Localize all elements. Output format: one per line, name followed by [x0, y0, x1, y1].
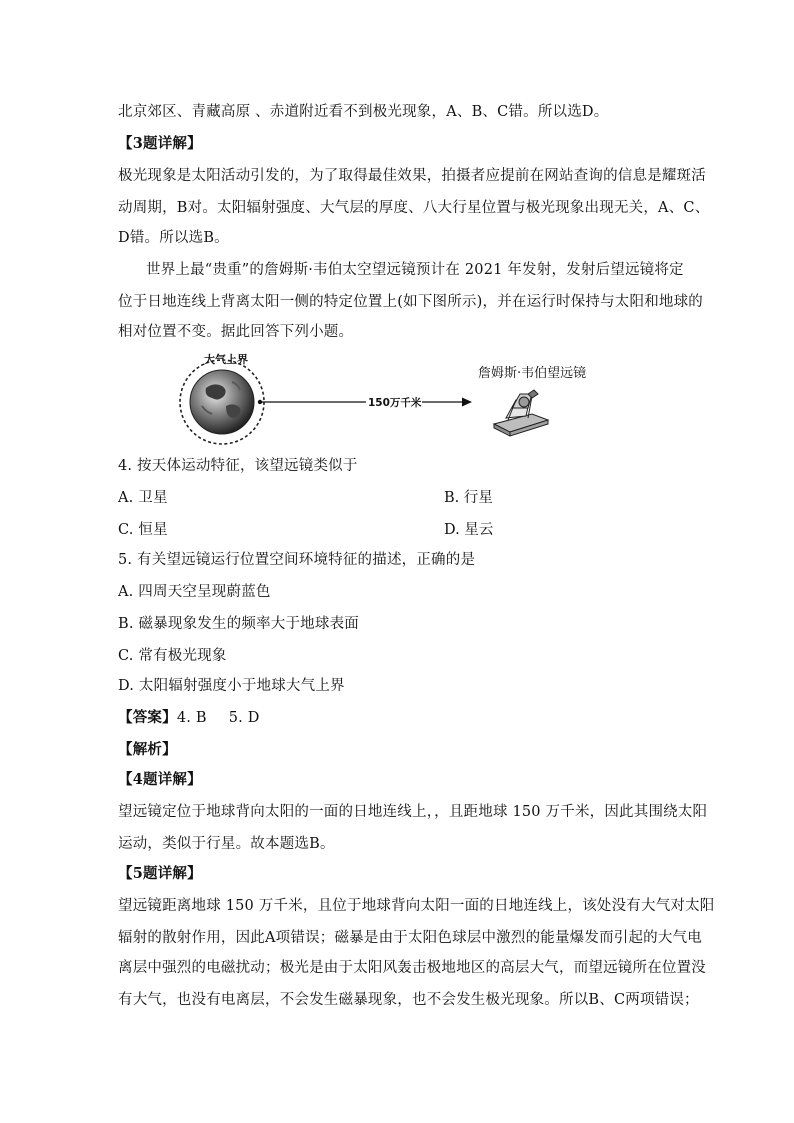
q5-detail-line-3: 离层中强烈的电磁扰动；极光是由于太阳风轰击极地地区的高层大气，而望远镜所在位置没 [118, 960, 706, 976]
q4-option-a: A. 卫星 [118, 490, 168, 506]
q5-option-d: D. 太阳辐射强度小于地球大气上界 [118, 678, 345, 694]
q4-detail-heading: 【4题详解】 [118, 771, 202, 788]
q4-option-b: B. 行星 [444, 490, 493, 506]
intro-line-3: 相对位置不变。据此回答下列小题。 [118, 324, 354, 340]
answer-label: 【答案】 [118, 709, 177, 726]
atmosphere-label: 大气上界 [204, 353, 248, 366]
intro-line-2: 位于日地连线上背离太阳一侧的特定位置上(如下图所示)，并在运行时保持与太阳和地球的 [118, 294, 704, 310]
intro-line-1: 世界上最“贵重”的詹姆斯·韦伯太空望远镜预计在 2021 年发射，发射后望远镜将定 [146, 262, 684, 278]
q4-option-d: D. 星云 [444, 522, 494, 538]
text-line-5: D错。所以选B。 [118, 230, 229, 246]
q5-detail-line-2: 辐射的散射作用，因此A项错误；磁暴是由于太阳色球层中激烈的能量爆发而引起的大气电 [118, 930, 702, 946]
q4-detail-line-2: 运动，类似于行星。故本题选B。 [118, 836, 335, 852]
q3-detail-heading: 【3题详解】 [118, 135, 202, 152]
q4-stem: 4. 按天体运动特征，该望远镜类似于 [118, 458, 358, 474]
q4-option-c: C. 恒星 [118, 522, 168, 538]
q5-option-c: C. 常有极光现象 [118, 648, 227, 664]
telescope-figure [176, 348, 636, 448]
q5-detail-line-1: 望远镜距离地球 150 万千米，且位于地球背向太阳一面的日地连线上，该处没有大气对太阳 [118, 898, 715, 914]
analysis-heading: 【解析】 [118, 741, 177, 758]
q5-option-a: A. 四周天空呈现蔚蓝色 [118, 584, 271, 600]
answer-5: 5. D [228, 710, 260, 726]
q5-detail-heading: 【5题详解】 [118, 865, 202, 882]
text-line-1: 北京郊区、青藏高原 、赤道附近看不到极光现象，A、B、C错。所以选D。 [118, 104, 609, 120]
text-line-3: 极光现象是太阳活动引发的，为了取得最佳效果，拍摄者应提前在网站查询的信息是耀斑活 [118, 168, 706, 184]
telescope-label: 詹姆斯·韦伯望远镜 [478, 366, 587, 381]
answer-4: 4. B [176, 710, 207, 726]
q5-detail-line-4: 有大气，也没有电离层，不会发生磁暴现象，也不会发生极光现象。所以B、C两项错误； [118, 992, 699, 1008]
q4-detail-line-1: 望远镜定位于地球背向太阳的一面的日地连线上，，且距地球 150 万千米，因此其围绕太阳 [118, 804, 708, 820]
distance-arrow [258, 398, 472, 407]
q5-stem: 5. 有关望远镜运行位置空间环境特征的描述，正确的是 [118, 552, 476, 568]
text-line-4: 动周期，B对。太阳辐射强度、大气层的厚度、八大行星位置与极光现象出现无关，A、C、 [118, 200, 710, 216]
earth-icon [190, 370, 254, 434]
telescope-icon [494, 390, 548, 436]
answer-line [118, 708, 260, 728]
distance-label: 150万千米 [368, 397, 422, 409]
q5-option-b: B. 磁暴现象发生的频率大于地球表面 [118, 616, 359, 632]
